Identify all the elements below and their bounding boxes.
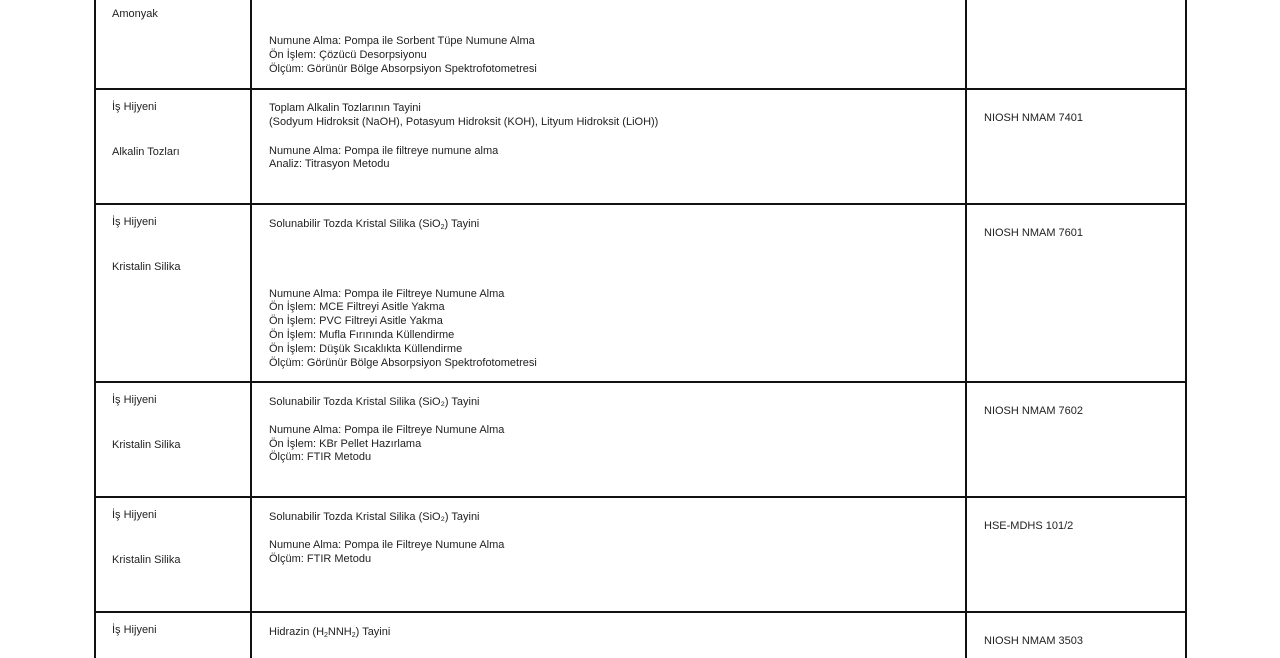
row-subcategory: Alkalin Tozları [112,146,180,158]
row-step: Ölçüm: Görünür Bölge Absorpsiyon Spektrofotometresi [269,357,537,369]
table-border-left [94,0,96,658]
row-step: Analiz: Titrasyon Metodu [269,158,390,170]
row-subcategory: Kristalin Silika [112,439,181,451]
row-method: NIOSH NMAM 3503 [984,635,1084,647]
row-step: Numune Alma: Pompa ile Filtreye Numune Alma [269,424,505,436]
methods-table [94,0,1187,658]
row-title: Hidrazin $(H_2NNH_2)$ Tayini [269,626,391,639]
row-category: İş Hijyeni [112,216,157,228]
row-step: Ölçüm: FTIR Metodu [269,553,372,565]
table-border-right [1185,0,1187,658]
row-divider [94,611,1187,613]
row-step: Numune Alma: Pompa ile Filtreye Numune Alma [269,539,505,551]
row-step: Numune Alma: Pompa ile Sorbent Tüpe Numune Alma [269,35,535,47]
row-step: Numune Alma: Pompa ile Filtreye Numune Alma [269,288,505,300]
row-subcategory: Kristalin Silika [112,554,181,566]
row-method: NIOSH NMAM 7602 [984,405,1084,417]
row-title: Solunabilir Tozda Kristal Silika (SiO₂) Tayini [269,396,480,408]
row-subcategory: Kristalin Silika [112,261,181,273]
row-subcategory: Amonyak [112,8,158,20]
row-title: Solunabilir Tozda Kristal Silika (SiO₂) Tayini [269,511,480,523]
row-divider [94,88,1187,90]
row-method: NIOSH NMAM 7401 [984,112,1084,124]
row-category: İş Hijyeni [112,394,157,406]
row-category: İş Hijyeni [112,509,157,521]
column-divider [965,0,967,658]
row-step: Ön İşlem: Mufla Fırınında Küllendirme [269,329,455,341]
row-title: Solunabilir Tozda Kristal Silika (SiO$_2$) Tayini [269,218,480,231]
row-method: HSE-MDHS 101/2 [984,520,1074,532]
row-step: Ölçüm: FTIR Metodu [269,451,372,463]
row-category: İş Hijyeni [112,101,157,113]
row-divider [94,203,1187,205]
row-category: İş Hijyeni [112,624,157,636]
row-step: Ön İşlem: Düşük Sıcaklıkta Küllendirme [269,343,463,355]
row-note: (Sodyum Hidroksit (NaOH), Potasyum Hidroksit (KOH), Lityum Hidroksit (LiOH)) [269,116,659,128]
row-divider [94,381,1187,383]
row-step: Ön İşlem: PVC Filtreyi Asitle Yakma [269,315,443,327]
row-step: Ön İşlem: MCE Filtreyi Asitle Yakma [269,301,445,313]
row-step: Ön İşlem: Çözücü Desorpsiyonu [269,49,427,61]
row-step: Numune Alma: Pompa ile filtreye numune alma [269,145,499,157]
row-step: Ön İşlem: KBr Pellet Hazırlama [269,438,422,450]
column-divider [250,0,252,658]
row-step: Ölçüm: Görünür Bölge Absorpsiyon Spektrofotometresi [269,63,537,75]
row-method: NIOSH NMAM 7601 [984,227,1084,239]
row-divider [94,496,1187,498]
row-title: Toplam Alkalin Tozlarının Tayini [269,102,421,114]
